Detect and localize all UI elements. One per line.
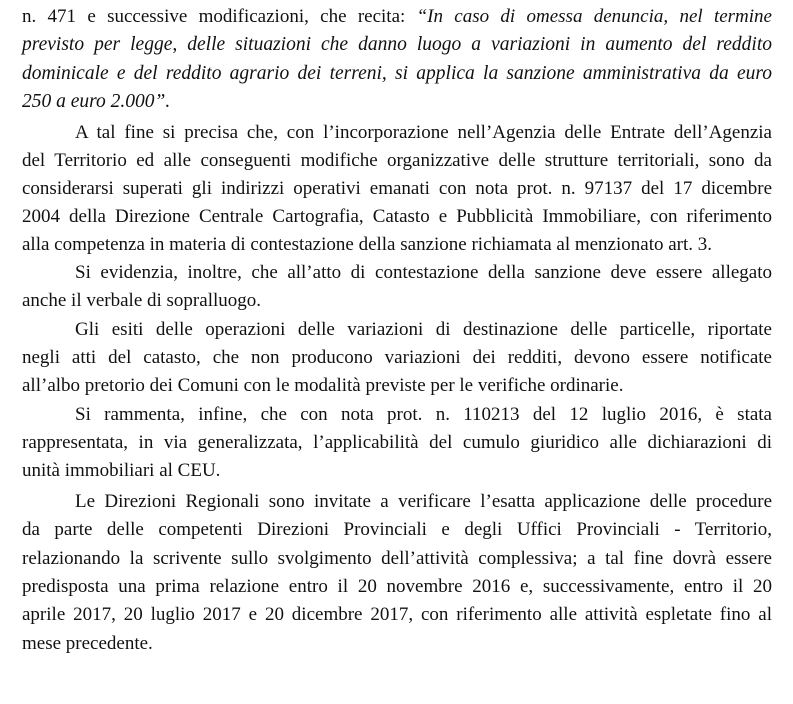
text-line: Le Direzioni Regionali sono invitate a verificare l’esatta applicazione delle procedure bbox=[75, 491, 772, 512]
text-line: del Territorio ed alle conseguenti modifiche organizzative delle strutture territoriali, sono da bbox=[22, 150, 772, 171]
text-line: considerarsi superati gli indirizzi operativi emanati con nota prot. n. 97137 del 17 dicembre bbox=[22, 178, 772, 199]
text-line bbox=[22, 5, 772, 29]
text-line: mese precedente. bbox=[22, 633, 153, 654]
text-segment: n. 471 e successive modificazioni, che recita: bbox=[22, 6, 417, 27]
text-line: all’albo pretorio dei Comuni con le modalità previste per le verifiche ordinarie. bbox=[22, 375, 624, 396]
text-line: anche il verbale di sopralluogo. bbox=[22, 290, 262, 311]
text-line: da parte delle competenti Direzioni Provinciali e degli Uffici Provinciali - Territorio, bbox=[22, 519, 772, 540]
text-line: Gli esiti delle operazioni delle variazioni di destinazione delle particelle, riportate bbox=[75, 319, 772, 340]
text-line: predisposta una prima relazione entro il 20 novembre 2016 e, successivamente, entro il 20 bbox=[22, 576, 772, 597]
text-line: unità immobiliari al CEU. bbox=[22, 460, 221, 481]
text-line: relazionando la scrivente sullo svolgimento dell’attività complessiva; a tal fine dovrà essere bbox=[22, 548, 772, 569]
text-line: aprile 2017, 20 luglio 2017 e 20 dicembre 2017, con riferimento alle attività espletate fino al bbox=[22, 604, 772, 625]
text-line: alla competenza in materia di contestazione della sanzione richiamata al menzionato art. 3. bbox=[22, 234, 713, 255]
text-line: rappresentata, in via generalizzata, l’applicabilità del cumulo giuridico alle dichiarazioni di bbox=[22, 432, 772, 453]
quoted-text-line: previsto per legge, delle situazioni che danno luogo a variazioni in aumento del reddito bbox=[22, 34, 772, 55]
quoted-text-line: 250 a euro 2.000”. bbox=[22, 91, 171, 112]
text-line: 2004 della Direzione Centrale Cartografia, Catasto e Pubblicità Immobiliare, con riferimento bbox=[22, 206, 772, 227]
quoted-text-segment: “In caso di omessa denuncia, nel termine bbox=[416, 6, 772, 27]
text-line: A tal fine si precisa che, con l’incorporazione nell’Agenzia delle Entrate dell’Agenzia bbox=[75, 122, 772, 143]
text-line: negli atti del catasto, che non producono variazioni dei redditi, devono essere notificate bbox=[22, 347, 772, 368]
quoted-text-line: dominicale e del reddito agrario dei terreni, si applica la sanzione amministrativa da euro bbox=[22, 63, 772, 84]
text-line: Si evidenzia, inoltre, che all’atto di contestazione della sanzione deve essere allegato bbox=[75, 262, 772, 283]
text-line: Si rammenta, infine, che con nota prot. n. 110213 del 12 luglio 2016, è stata bbox=[75, 404, 772, 425]
